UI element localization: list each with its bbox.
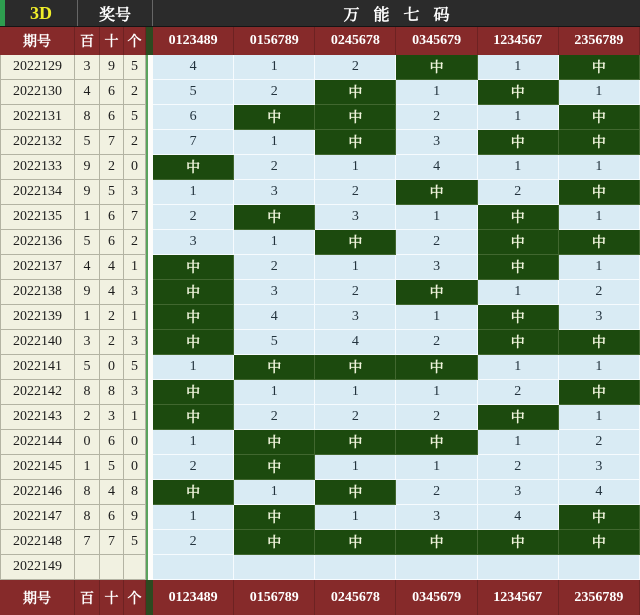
issue-cell: 2022135 <box>0 205 75 230</box>
miss-count-cell: 1 <box>478 55 559 80</box>
hit-cell: 中 <box>396 180 477 205</box>
issue-cell: 2022136 <box>0 230 75 255</box>
miss-count-cell: 2 <box>396 405 477 430</box>
hit-cell: 中 <box>396 280 477 305</box>
column-header-row <box>0 27 640 55</box>
footer-combo-5: 1234567 <box>478 580 559 615</box>
miss-count-cell: 3 <box>315 205 396 230</box>
hit-cell: 中 <box>234 455 315 480</box>
ones-digit-cell: 3 <box>124 330 146 355</box>
issue-cell: 2022129 <box>0 55 75 80</box>
row-divider <box>146 105 153 130</box>
row-divider <box>146 255 153 280</box>
miss-count-cell: 1 <box>315 455 396 480</box>
col-header-combo-5: 1234567 <box>478 27 559 55</box>
footer-combo-6: 2356789 <box>559 580 640 615</box>
hundreds-digit-cell: 9 <box>75 280 100 305</box>
ones-digit-cell: 1 <box>124 405 146 430</box>
hit-cell: 中 <box>234 430 315 455</box>
miss-count-cell: 2 <box>153 205 234 230</box>
col-header-combo-4: 0345679 <box>396 27 477 55</box>
miss-count-cell: 2 <box>153 530 234 555</box>
hit-cell: 中 <box>559 55 640 80</box>
issue-cell: 2022133 <box>0 155 75 180</box>
ones-digit-cell: 3 <box>124 180 146 205</box>
hundreds-digit-cell: 7 <box>75 530 100 555</box>
row-divider <box>146 230 153 255</box>
issue-cell: 2022132 <box>0 130 75 155</box>
miss-count-cell <box>234 555 315 580</box>
miss-count-cell: 2 <box>234 80 315 105</box>
miss-count-cell: 3 <box>234 180 315 205</box>
miss-count-cell <box>153 555 234 580</box>
hit-cell: 中 <box>559 330 640 355</box>
hundreds-digit-cell: 5 <box>75 130 100 155</box>
issue-cell: 2022144 <box>0 430 75 455</box>
col-header-combo-6: 2356789 <box>559 27 640 55</box>
issue-cell: 2022134 <box>0 180 75 205</box>
hundreds-digit-cell: 8 <box>75 505 100 530</box>
table-row <box>0 105 640 130</box>
issue-cell: 2022137 <box>0 255 75 280</box>
table-row <box>0 230 640 255</box>
prize-number-label: 奖号 <box>78 0 153 26</box>
row-divider <box>146 355 153 380</box>
hit-cell: 中 <box>234 205 315 230</box>
miss-count-cell: 1 <box>396 305 477 330</box>
tens-digit-cell: 4 <box>100 255 124 280</box>
issue-cell: 2022139 <box>0 305 75 330</box>
tens-digit-cell: 6 <box>100 205 124 230</box>
issue-cell: 2022148 <box>0 530 75 555</box>
miss-count-cell: 3 <box>396 130 477 155</box>
hundreds-digit-cell: 5 <box>75 230 100 255</box>
miss-count-cell: 3 <box>153 230 234 255</box>
header-divider <box>146 27 153 55</box>
ones-digit-cell: 5 <box>124 105 146 130</box>
miss-count-cell: 4 <box>153 55 234 80</box>
issue-cell: 2022131 <box>0 105 75 130</box>
hit-cell: 中 <box>315 480 396 505</box>
miss-count-cell: 2 <box>396 105 477 130</box>
miss-count-cell: 1 <box>559 255 640 280</box>
miss-count-cell: 1 <box>478 430 559 455</box>
ones-digit-cell: 5 <box>124 530 146 555</box>
tens-digit-cell: 6 <box>100 430 124 455</box>
tens-digit-cell: 2 <box>100 305 124 330</box>
miss-count-cell: 6 <box>153 105 234 130</box>
table-row <box>0 205 640 230</box>
miss-count-cell: 2 <box>396 230 477 255</box>
table-row <box>0 155 640 180</box>
hit-cell: 中 <box>315 355 396 380</box>
miss-count-cell: 1 <box>559 355 640 380</box>
miss-count-cell: 1 <box>315 380 396 405</box>
issue-cell: 2022149 <box>0 555 75 580</box>
miss-count-cell: 4 <box>478 505 559 530</box>
table-row <box>0 505 640 530</box>
table-row <box>0 380 640 405</box>
table-row <box>0 80 640 105</box>
miss-count-cell: 3 <box>478 480 559 505</box>
miss-count-cell: 2 <box>315 55 396 80</box>
issue-cell: 2022141 <box>0 355 75 380</box>
col-header-hundreds: 百 <box>75 27 100 55</box>
ones-digit-cell: 8 <box>124 480 146 505</box>
ones-digit-cell: 1 <box>124 255 146 280</box>
issue-cell: 2022145 <box>0 455 75 480</box>
row-divider <box>146 480 153 505</box>
hit-cell: 中 <box>478 405 559 430</box>
row-divider <box>146 80 153 105</box>
hundreds-digit-cell: 1 <box>75 305 100 330</box>
row-divider <box>146 55 153 80</box>
row-divider <box>146 430 153 455</box>
miss-count-cell <box>396 555 477 580</box>
miss-count-cell: 2 <box>234 155 315 180</box>
miss-count-cell: 1 <box>396 80 477 105</box>
hit-cell: 中 <box>234 105 315 130</box>
row-divider <box>146 280 153 305</box>
hit-cell: 中 <box>315 80 396 105</box>
tens-digit-cell: 3 <box>100 405 124 430</box>
miss-count-cell: 3 <box>396 505 477 530</box>
ones-digit-cell: 0 <box>124 455 146 480</box>
hit-cell: 中 <box>315 430 396 455</box>
tens-digit-cell: 6 <box>100 230 124 255</box>
ones-digit-cell: 3 <box>124 280 146 305</box>
hit-cell: 中 <box>478 130 559 155</box>
hit-cell: 中 <box>153 480 234 505</box>
hundreds-digit-cell: 8 <box>75 380 100 405</box>
miss-count-cell: 1 <box>234 230 315 255</box>
hit-cell: 中 <box>478 330 559 355</box>
hit-cell: 中 <box>478 80 559 105</box>
issue-cell: 2022143 <box>0 405 75 430</box>
miss-count-cell: 2 <box>396 480 477 505</box>
hit-cell: 中 <box>153 330 234 355</box>
tens-digit-cell: 2 <box>100 330 124 355</box>
footer-issue: 期号 <box>0 580 75 615</box>
tens-digit-cell: 4 <box>100 280 124 305</box>
hundreds-digit-cell: 4 <box>75 255 100 280</box>
miss-count-cell <box>478 555 559 580</box>
miss-count-cell: 2 <box>559 430 640 455</box>
issue-cell: 2022140 <box>0 330 75 355</box>
miss-count-cell: 5 <box>153 80 234 105</box>
miss-count-cell <box>315 555 396 580</box>
footer-tens: 十 <box>100 580 124 615</box>
footer-divider <box>146 580 153 615</box>
miss-count-cell: 4 <box>559 480 640 505</box>
hundreds-digit-cell: 5 <box>75 355 100 380</box>
tens-digit-cell: 4 <box>100 480 124 505</box>
row-divider <box>146 155 153 180</box>
hit-cell: 中 <box>396 530 477 555</box>
tens-digit-cell: 6 <box>100 505 124 530</box>
tens-digit-cell: 5 <box>100 455 124 480</box>
ones-digit-cell <box>124 555 146 580</box>
miss-count-cell: 4 <box>234 305 315 330</box>
table-row <box>0 480 640 505</box>
miss-count-cell: 1 <box>559 405 640 430</box>
miss-count-cell: 4 <box>396 155 477 180</box>
miss-count-cell: 2 <box>234 255 315 280</box>
hit-cell: 中 <box>559 380 640 405</box>
miss-count-cell: 2 <box>478 180 559 205</box>
hit-cell: 中 <box>478 205 559 230</box>
page-title: 万能七码 <box>343 6 464 24</box>
ones-digit-cell: 0 <box>124 430 146 455</box>
ones-digit-cell: 3 <box>124 380 146 405</box>
hit-cell: 中 <box>153 305 234 330</box>
table-row <box>0 280 640 305</box>
issue-cell: 2022147 <box>0 505 75 530</box>
hit-cell: 中 <box>396 430 477 455</box>
miss-count-cell: 2 <box>478 455 559 480</box>
row-divider <box>146 555 153 580</box>
tens-digit-cell: 6 <box>100 80 124 105</box>
table-row <box>0 305 640 330</box>
miss-count-cell: 1 <box>478 355 559 380</box>
table-row <box>0 330 640 355</box>
col-header-tens: 十 <box>100 27 124 55</box>
miss-count-cell: 2 <box>478 380 559 405</box>
ones-digit-cell: 5 <box>124 355 146 380</box>
hundreds-digit-cell <box>75 555 100 580</box>
miss-count-cell: 2 <box>396 330 477 355</box>
miss-count-cell: 1 <box>234 55 315 80</box>
footer-combo-2: 0156789 <box>234 580 315 615</box>
lottery-name: 3D <box>5 0 78 26</box>
hit-cell: 中 <box>153 380 234 405</box>
miss-count-cell: 1 <box>153 430 234 455</box>
miss-count-cell: 1 <box>153 180 234 205</box>
footer-hundreds: 百 <box>75 580 100 615</box>
table-row <box>0 180 640 205</box>
row-divider <box>146 330 153 355</box>
row-divider <box>146 180 153 205</box>
miss-count-cell: 1 <box>315 255 396 280</box>
miss-count-cell: 7 <box>153 130 234 155</box>
hit-cell: 中 <box>315 530 396 555</box>
miss-count-cell: 5 <box>234 330 315 355</box>
hit-cell: 中 <box>315 230 396 255</box>
miss-count-cell: 1 <box>234 480 315 505</box>
tens-digit-cell <box>100 555 124 580</box>
hit-cell: 中 <box>153 155 234 180</box>
hit-cell: 中 <box>396 55 477 80</box>
footer-header-row <box>0 580 640 615</box>
hundreds-digit-cell: 9 <box>75 155 100 180</box>
hundreds-digit-cell: 1 <box>75 205 100 230</box>
hit-cell: 中 <box>153 255 234 280</box>
miss-count-cell: 4 <box>315 330 396 355</box>
miss-count-cell: 3 <box>234 280 315 305</box>
col-header-combo-1: 0123489 <box>153 27 234 55</box>
row-divider <box>146 455 153 480</box>
miss-count-cell: 1 <box>478 280 559 305</box>
miss-count-cell: 1 <box>478 105 559 130</box>
hundreds-digit-cell: 4 <box>75 80 100 105</box>
miss-count-cell: 3 <box>559 455 640 480</box>
col-header-combo-2: 0156789 <box>234 27 315 55</box>
tens-digit-cell: 5 <box>100 180 124 205</box>
hit-cell: 中 <box>478 255 559 280</box>
miss-count-cell: 1 <box>234 380 315 405</box>
hit-cell: 中 <box>234 530 315 555</box>
miss-count-cell: 1 <box>559 80 640 105</box>
tens-digit-cell: 6 <box>100 105 124 130</box>
hundreds-digit-cell: 1 <box>75 455 100 480</box>
hundreds-digit-cell: 8 <box>75 105 100 130</box>
miss-count-cell <box>559 555 640 580</box>
miss-count-cell: 1 <box>396 455 477 480</box>
hit-cell: 中 <box>559 530 640 555</box>
table-row <box>0 530 640 555</box>
miss-count-cell: 1 <box>234 130 315 155</box>
footer-combo-4: 0345679 <box>396 580 477 615</box>
miss-count-cell: 1 <box>478 155 559 180</box>
miss-count-cell: 2 <box>153 455 234 480</box>
tens-digit-cell: 0 <box>100 355 124 380</box>
hit-cell: 中 <box>234 505 315 530</box>
hit-cell: 中 <box>234 355 315 380</box>
hit-cell: 中 <box>559 505 640 530</box>
hit-cell: 中 <box>396 355 477 380</box>
hundreds-digit-cell: 9 <box>75 180 100 205</box>
hundreds-digit-cell: 2 <box>75 405 100 430</box>
footer-ones: 个 <box>124 580 146 615</box>
row-divider <box>146 530 153 555</box>
tens-digit-cell: 8 <box>100 380 124 405</box>
miss-count-cell: 1 <box>396 380 477 405</box>
row-divider <box>146 505 153 530</box>
miss-count-cell: 1 <box>315 155 396 180</box>
hundreds-digit-cell: 3 <box>75 55 100 80</box>
col-header-combo-3: 0245678 <box>315 27 396 55</box>
hit-cell: 中 <box>153 405 234 430</box>
miss-count-cell: 3 <box>315 305 396 330</box>
table-row <box>0 355 640 380</box>
hundreds-digit-cell: 8 <box>75 480 100 505</box>
ones-digit-cell: 9 <box>124 505 146 530</box>
ones-digit-cell: 2 <box>124 130 146 155</box>
table-row <box>0 430 640 455</box>
miss-count-cell: 2 <box>234 405 315 430</box>
table-row <box>0 555 640 580</box>
footer-combo-3: 0245678 <box>315 580 396 615</box>
table-row <box>0 255 640 280</box>
ones-digit-cell: 1 <box>124 305 146 330</box>
miss-count-cell: 3 <box>559 305 640 330</box>
row-divider <box>146 405 153 430</box>
tens-digit-cell: 2 <box>100 155 124 180</box>
table-row <box>0 405 640 430</box>
top-bar <box>0 0 640 27</box>
hit-cell: 中 <box>559 130 640 155</box>
hit-cell: 中 <box>478 305 559 330</box>
row-divider <box>146 130 153 155</box>
miss-count-cell: 2 <box>315 180 396 205</box>
miss-count-cell: 1 <box>153 505 234 530</box>
table-body <box>0 55 640 580</box>
ones-digit-cell: 5 <box>124 55 146 80</box>
tens-digit-cell: 7 <box>100 530 124 555</box>
miss-count-cell: 1 <box>315 505 396 530</box>
miss-count-cell: 2 <box>559 280 640 305</box>
hit-cell: 中 <box>478 530 559 555</box>
row-divider <box>146 205 153 230</box>
miss-count-cell: 1 <box>559 155 640 180</box>
tens-digit-cell: 9 <box>100 55 124 80</box>
miss-count-cell: 2 <box>315 280 396 305</box>
ones-digit-cell: 7 <box>124 205 146 230</box>
hit-cell: 中 <box>559 230 640 255</box>
miss-count-cell: 1 <box>559 205 640 230</box>
issue-cell: 2022146 <box>0 480 75 505</box>
col-header-ones: 个 <box>124 27 146 55</box>
table-row <box>0 130 640 155</box>
miss-count-cell: 2 <box>315 405 396 430</box>
col-header-issue: 期号 <box>0 27 75 55</box>
issue-cell: 2022142 <box>0 380 75 405</box>
ones-digit-cell: 2 <box>124 80 146 105</box>
miss-count-cell: 1 <box>396 205 477 230</box>
hit-cell: 中 <box>559 105 640 130</box>
hit-cell: 中 <box>315 105 396 130</box>
table-row <box>0 55 640 80</box>
hit-cell: 中 <box>559 180 640 205</box>
ones-digit-cell: 2 <box>124 230 146 255</box>
ones-digit-cell: 0 <box>124 155 146 180</box>
row-divider <box>146 380 153 405</box>
hundreds-digit-cell: 0 <box>75 430 100 455</box>
issue-cell: 2022130 <box>0 80 75 105</box>
row-divider <box>146 305 153 330</box>
tens-digit-cell: 7 <box>100 130 124 155</box>
hit-cell: 中 <box>478 230 559 255</box>
issue-cell: 2022138 <box>0 280 75 305</box>
miss-count-cell: 3 <box>396 255 477 280</box>
miss-count-cell: 1 <box>153 355 234 380</box>
hit-cell: 中 <box>315 130 396 155</box>
table-row <box>0 455 640 480</box>
hundreds-digit-cell: 3 <box>75 330 100 355</box>
footer-combo-1: 0123489 <box>153 580 234 615</box>
hit-cell: 中 <box>153 280 234 305</box>
